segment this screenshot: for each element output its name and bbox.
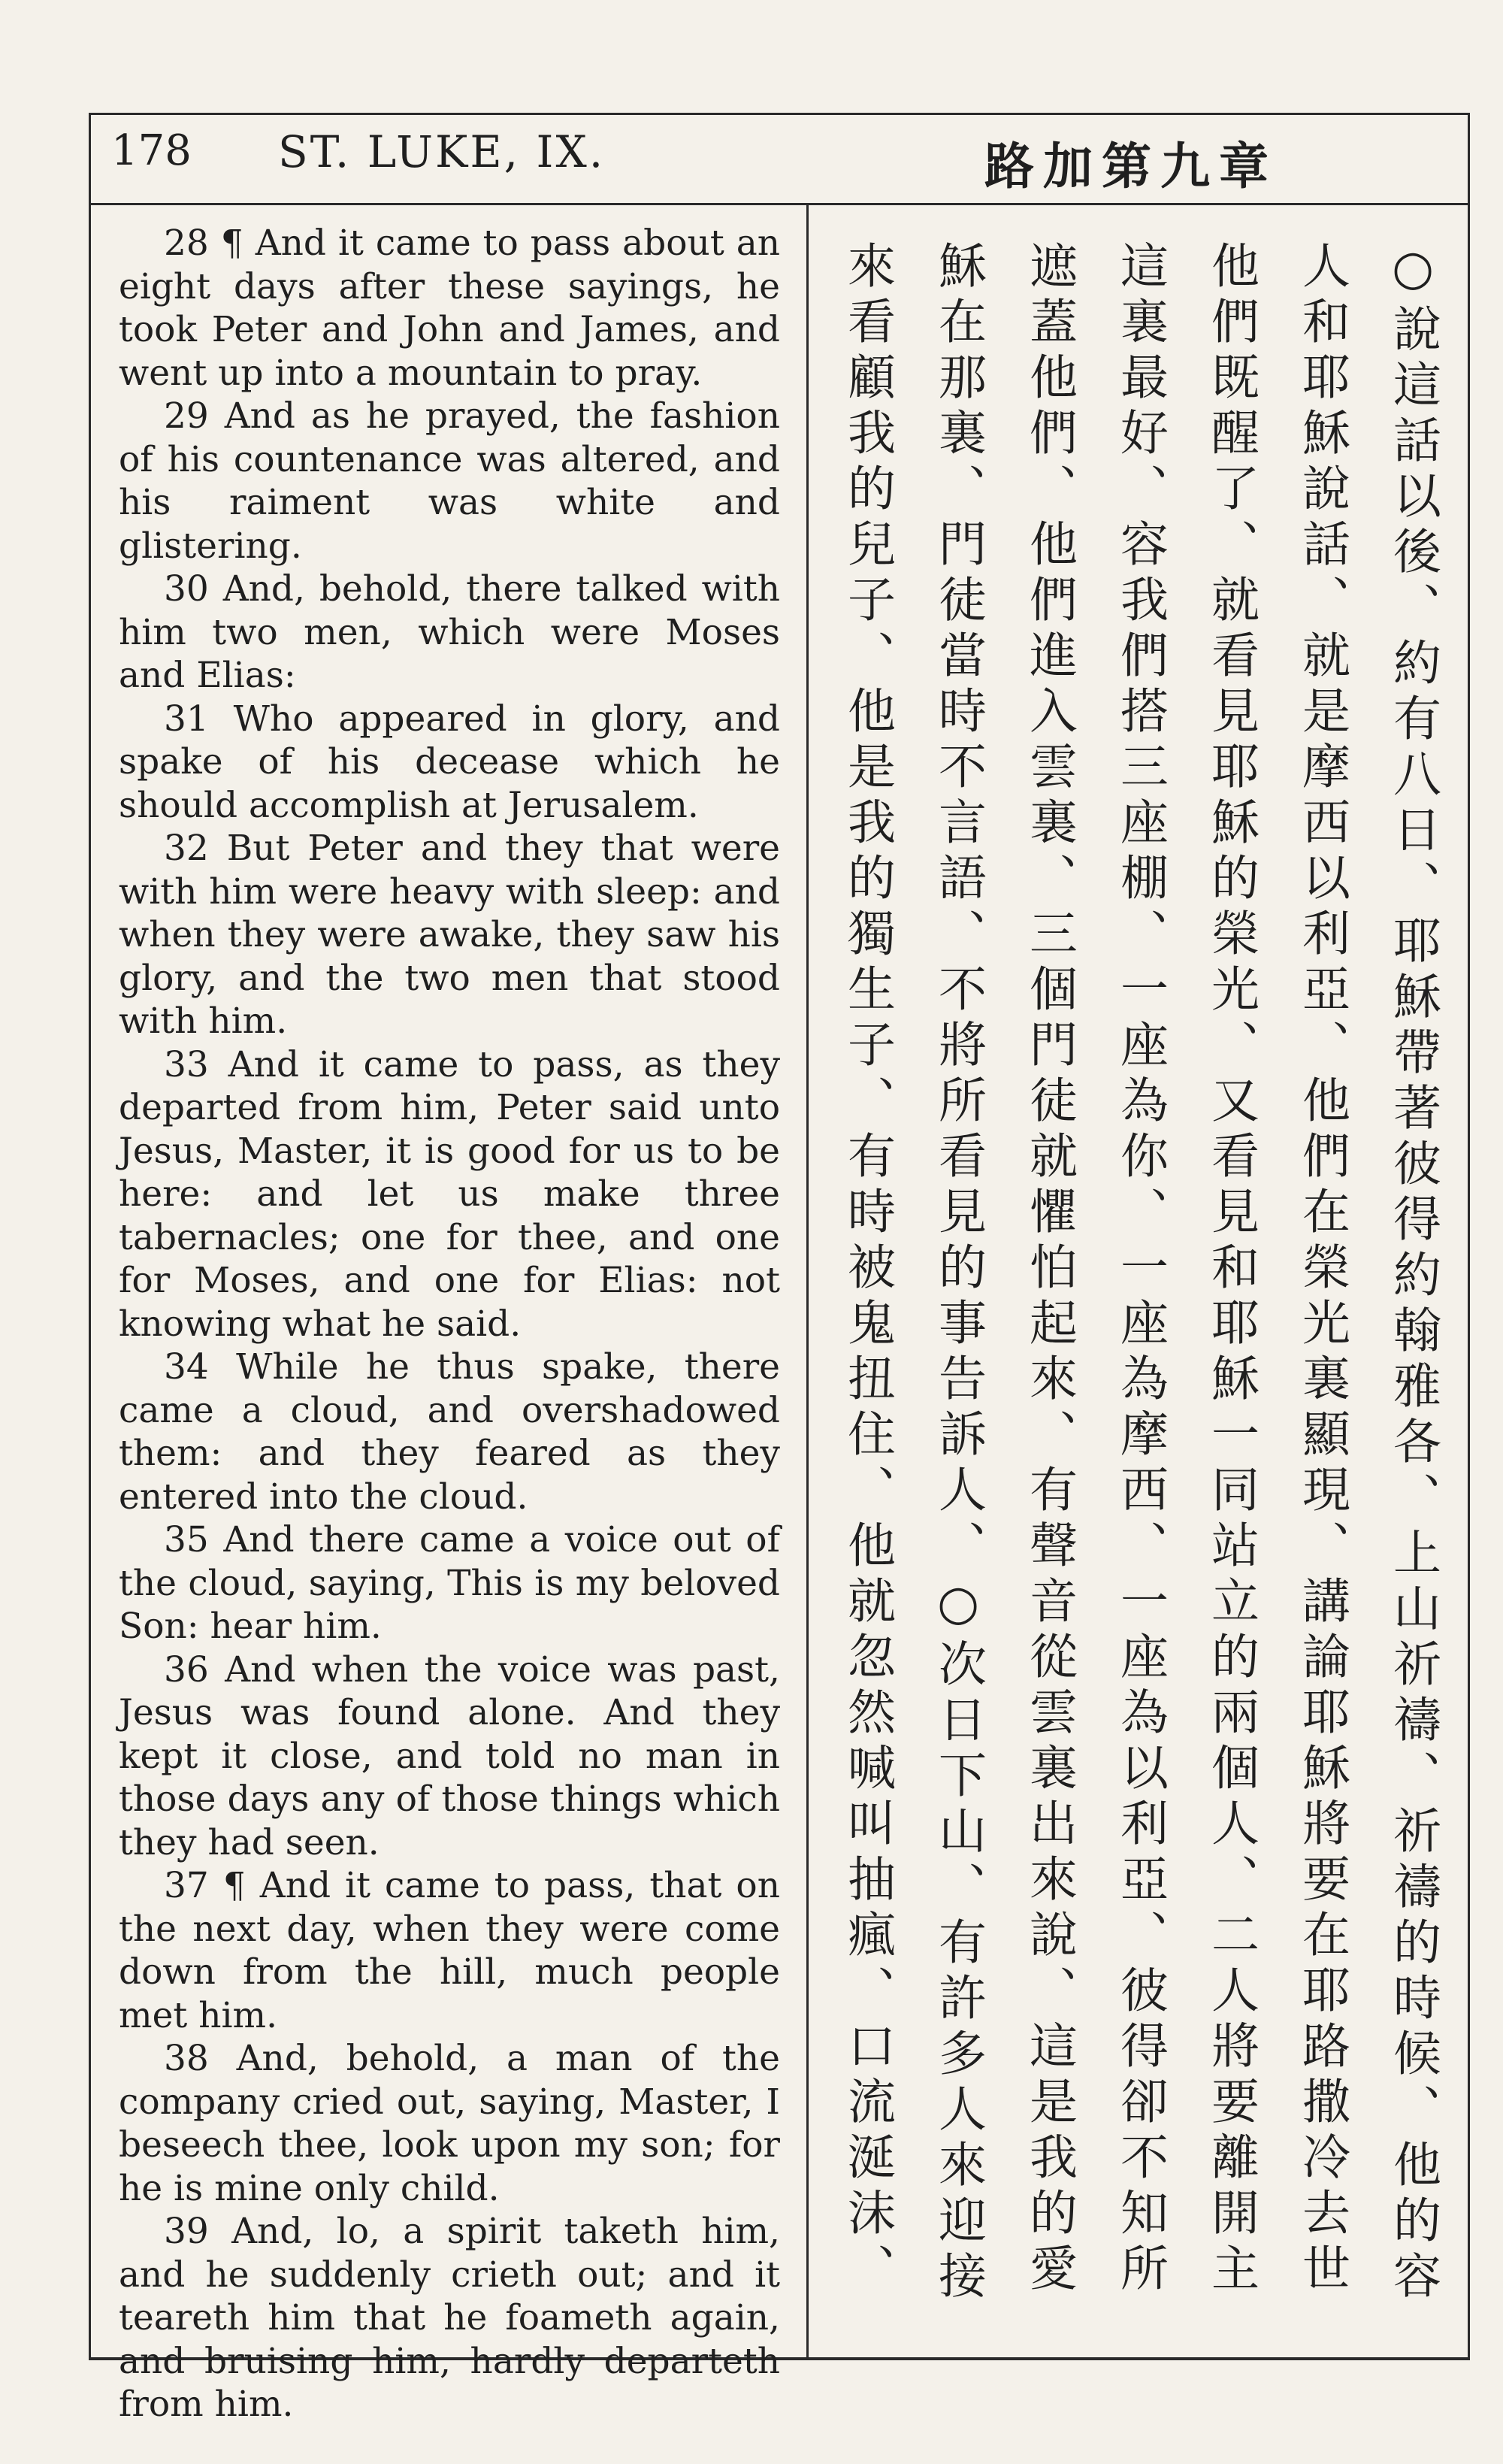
verse-28: 28 ¶ And it came to pass about an eight days after these sayings, he took Peter and John and James, and went up into a mountain to pray. xyxy=(119,222,780,394)
chinese-column: 來看顧我的兒子、他是我的獨生子、有時被鬼扭住、他就忽然喊叫抽瘋、口流涎沫、 xyxy=(839,241,895,2299)
verse-38: 38 And, behold, a man of the company cried out, saying, Master, I beseech thee, look upon my son; for he is mine only child. xyxy=(119,2038,780,2209)
verse-31: 31 Who appeared in glory, and spake of his decease which he should accomplish at Jerusalem. xyxy=(119,698,780,826)
chinese-column: 人和耶穌說話、就是摩西以利亞、他們在榮光裏顯現、講論耶穌將要在耶路撒冷去世 xyxy=(1294,241,1350,2299)
header-rule xyxy=(89,203,1470,205)
verse-36: 36 And when the voice was past, Jesus was found alone. And they kept it close, and told no man in those days any of those things which they had seen. xyxy=(119,1648,780,1863)
verse-39: 39 And, lo, a spirit taketh him, and he suddenly crieth out; and it teareth him that he foameth again, and bruising him, hardly departeth from him. xyxy=(119,2211,780,2425)
running-head: ST. LUKE, IX. xyxy=(278,126,606,177)
verse-29: 29 And as he prayed, the fashion of his countenance was altered, and his raiment was white and glistering. xyxy=(119,395,780,567)
chinese-column: 他們既醒了、就看見耶穌的榮光、又看見和耶穌一同站立的兩個人、二人將要離開主 xyxy=(1203,241,1259,2299)
verse-35: 35 And there came a voice out of the cloud, saying, This is my beloved Son: hear him. xyxy=(119,1519,780,1647)
page-number: 178 xyxy=(111,126,192,175)
verse-30: 30 And, behold, there talked with him two men, which were Moses and Elias: xyxy=(119,568,780,696)
english-text xyxy=(119,222,780,2426)
chinese-column: 穌在那裏、門徒當時不言語、不將所看見的事告訴人、○次日下山、有許多人來迎接 xyxy=(930,241,986,2306)
verse-37: 37 ¶ And it came to pass, that on the next day, when they were come down from the hill, much people met him. xyxy=(119,1865,780,2036)
chinese-text xyxy=(819,241,1458,2345)
verse-34: 34 While he thus spake, there came a cloud, and overshadowed them: and they feared as they entered into the cloud. xyxy=(119,1346,780,1518)
verse-33: 33 And it came to pass, as they departed from him, Peter said unto Jesus, Master, it is good for us to be here: and let us make three tabernacles; one for thee, and one for Moses, and one for Elias: not knowing what he said. xyxy=(119,1043,780,1345)
chinese-column: 這裏最好、容我們搭三座棚、一座為你、一座為摩西、一座為以利亞、彼得卻不知所 xyxy=(1112,241,1168,2299)
column-divider xyxy=(806,203,809,2357)
chinese-column: 遮蓋他們、他們進入雲裏、三個門徒就懼怕起來、有聲音從雲裏出來說、這是我的愛 xyxy=(1021,241,1077,2299)
chinese-column: ○說這話以後、約有八日、耶穌帶著彼得約翰雅各、上山祈禱、祈禱的時候、他的容 xyxy=(1385,241,1441,2306)
verse-32: 32 But Peter and they that were with him were heavy with sleep: and when they were awake, they saw his glory, and the two men that stood with him. xyxy=(119,828,780,1042)
chinese-title: 路加第九章 xyxy=(984,138,1278,195)
